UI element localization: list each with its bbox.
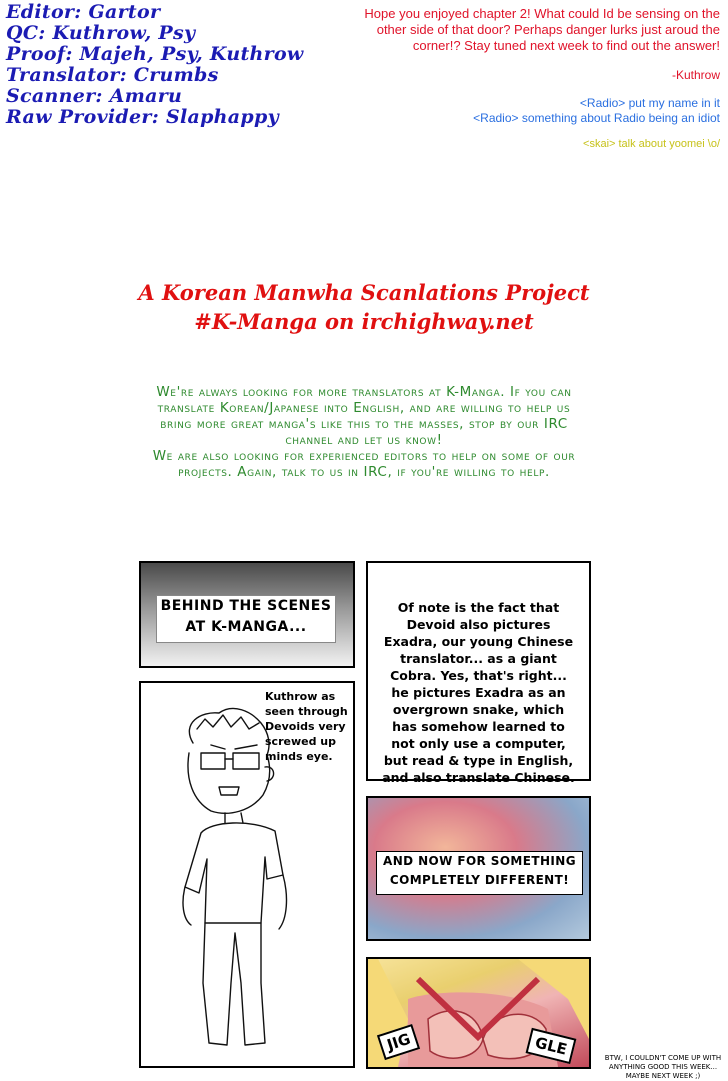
- note-skai: <skai> talk about yoomei \o/: [583, 138, 720, 150]
- jig-label: JIG: [377, 1024, 421, 1060]
- note-radio-2: <Radio> something about Radio being an idiot: [473, 111, 720, 125]
- behind-scenes-title: BEHIND THE SCENES AT K-MANGA...: [156, 595, 336, 643]
- chapter-notes: [360, 6, 720, 150]
- different-panel: [366, 796, 591, 941]
- project-channel: #K-Manga on irchighway.net: [194, 309, 534, 334]
- note-panel: [366, 561, 591, 785]
- project-banner: [0, 278, 728, 336]
- credits-list: [6, 2, 306, 128]
- project-title: A Korean Manwha Scanlations Project: [138, 280, 590, 305]
- credit-raw-provider: Raw Provider: Slaphappy: [6, 106, 279, 128]
- sketch-caption: Kuthrow as seen through Devoids very screwed up minds eye.: [265, 690, 348, 763]
- credit-translator: Translator: Crumbs: [6, 64, 219, 86]
- note-radio-1: <Radio> put my name in it: [579, 96, 720, 110]
- jiggle-panel: [366, 957, 591, 1069]
- note-signature: -Kuthrow: [671, 68, 720, 82]
- recruit-translators: We're always looking for more translators at K-Manga. If you can translate Korean/Japanese into English, and are willing to help us bring more great manga's like this to the masses, stop by our IRC channel and let us know!: [156, 384, 572, 448]
- note-main: Hope you enjoyed chapter 2! What could Id be sensing on the other side of that door? Perhaps danger lurks just aroud the corner!? Stay tuned next week to find out the answer!: [364, 6, 720, 53]
- recruit-editors: We are also looking for experienced editors to help on some of our projects. Again, talk to us in IRC, if you're willing to help.: [152, 448, 576, 480]
- credit-scanner: Scanner: Amaru: [6, 85, 183, 107]
- note-panel-text: Of note is the fact that Devoid also pictures Exadra, our young Chinese translator... as a giant Cobra. Yes, that's right... he pictures Exadra as an overgrown snake, which has somehow learned to not only use a computer, but read & type in English, and also translate Chinese.: [382, 600, 575, 785]
- credit-proof: Proof: Majeh, Psy, Kuthrow: [6, 43, 304, 65]
- gle-label: GLE: [526, 1028, 577, 1064]
- sketch-panel: [139, 681, 355, 1068]
- credit-qc: QC: Kuthrow, Psy: [6, 22, 196, 44]
- behind-scenes-panel: [139, 561, 355, 668]
- btw-note: BTW, I COULDN'T COME UP WITH ANYTHING GOOD THIS WEEK... MAYBE NEXT WEEK ;): [604, 1054, 722, 1080]
- credit-editor: Editor: Gartor: [6, 1, 161, 23]
- different-text: AND NOW FOR SOMETHING COMPLETELY DIFFERENT!: [376, 851, 583, 895]
- recruitment-text: [148, 384, 580, 480]
